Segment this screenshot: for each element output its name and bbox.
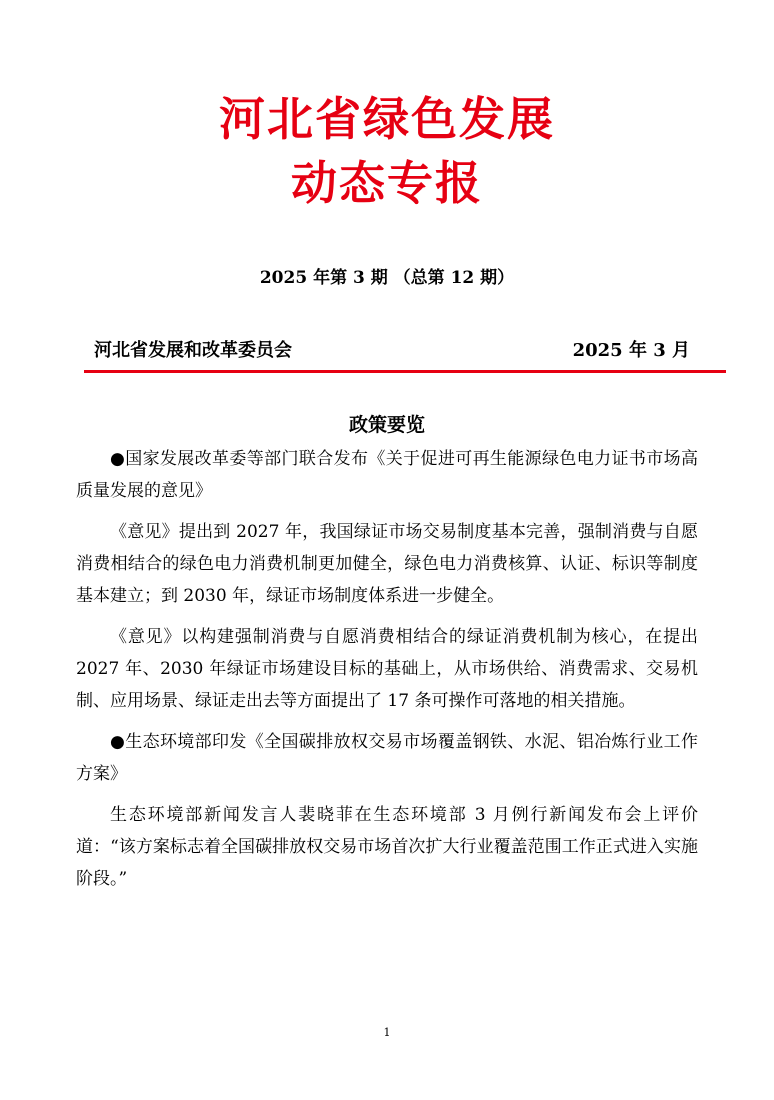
page-number: 1 [383, 1026, 391, 1039]
policy-heading: ●生态环境部印发《全国碳排放权交易市场覆盖钢铁、水泥、铝冶炼行业工作方案》 [76, 732, 698, 784]
body-paragraph: 《意见》以构建强制消费与自愿消费相结合的绿证消费机制为核心，在提出 2027 年、2030 年绿证市场建设目标的基础上，从市场供给、消费需求、交易机制、应用场景、绿证走出去等方面提出了 17 条可操作可落地的相关措施。 [76, 627, 698, 711]
report-title-line1: 河北省绿色发展 [219, 92, 555, 146]
document-body [76, 443, 698, 904]
issue-date: 2025 年 3 月 [572, 340, 690, 361]
issuer-name: 河北省发展和改革委员会 [94, 340, 292, 361]
issue-number: 2025 年第 3 期 （总第 12 期） [259, 268, 515, 288]
section-title: 政策要览 [348, 414, 425, 436]
body-paragraph: 《意见》提出到 2027 年，我国绿证市场交易制度基本完善，强制消费与自愿消费相结合的绿色电力消费机制更加健全，绿色电力消费核算、认证、标识等制度基本建立；到 2030 年，绿证市场制度体系进一步健全。 [76, 522, 698, 606]
body-paragraph: 生态环境部新闻发言人裴晓菲在生态环境部 3 月例行新闻发布会上评价道：“该方案标志着全国碳排放权交易市场首次扩大行业覆盖范围工作正式进入实施阶段。” [76, 805, 698, 889]
policy-heading: ●国家发展改革委等部门联合发布《关于促进可再生能源绿色电力证书市场高质量发展的意见》 [76, 449, 698, 501]
report-title-line2: 动态专报 [291, 156, 483, 210]
red-divider [84, 370, 726, 373]
